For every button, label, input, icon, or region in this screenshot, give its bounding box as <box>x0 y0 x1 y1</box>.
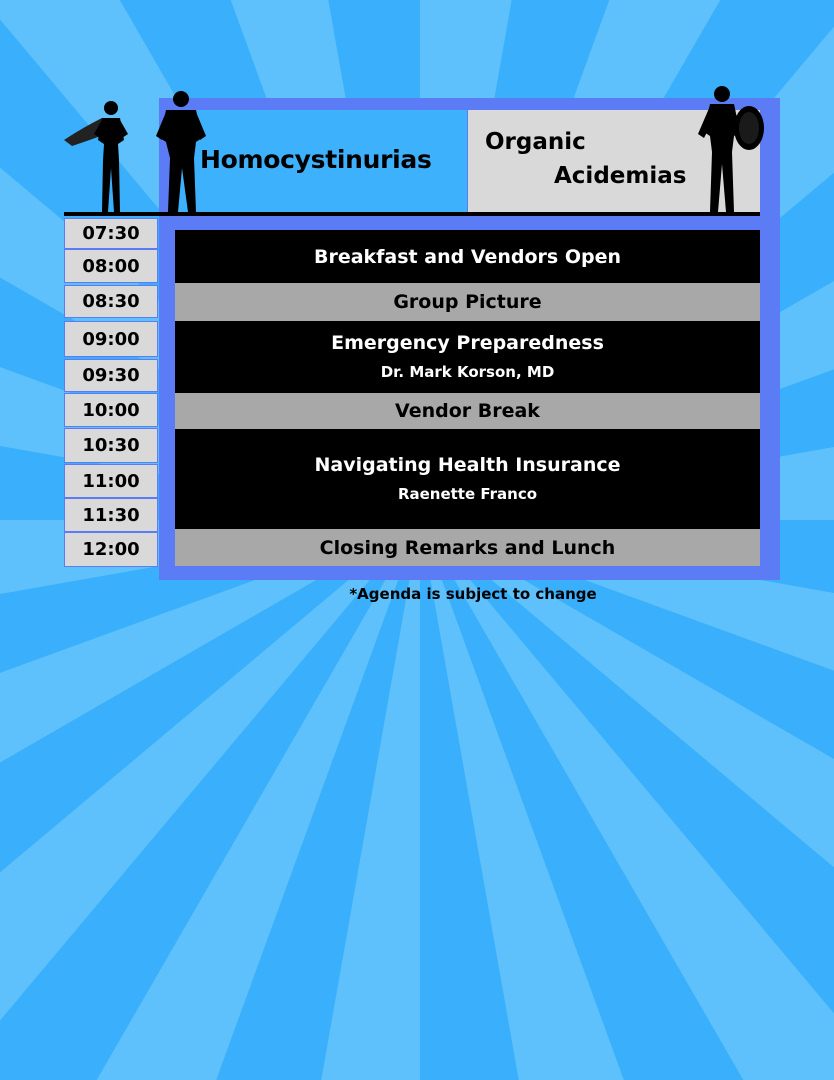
agenda-item-title: Closing Remarks and Lunch <box>319 536 616 559</box>
time-slot: 11:00 <box>64 464 158 498</box>
agenda-item-title: Group Picture <box>393 291 542 313</box>
time-slot: 08:00 <box>64 249 158 283</box>
agenda-item-title: Emergency Preparedness <box>331 332 604 354</box>
time-slot: 08:30 <box>64 285 158 318</box>
agenda-item-emergency-preparedness <box>175 321 760 393</box>
shield-hero-silhouette-icon <box>694 84 768 216</box>
agenda-item-speaker: Raenette Franco <box>397 485 538 503</box>
agenda-item-breakfast <box>175 230 760 283</box>
agenda-item-group-picture <box>175 283 760 321</box>
agenda-item-title: Navigating Health Insurance <box>314 454 621 476</box>
track-title-left: Homocystinurias <box>200 145 432 174</box>
time-slot: 10:30 <box>64 428 158 463</box>
time-slot: 11:30 <box>64 498 158 532</box>
hero-pair-silhouette-icon <box>62 88 222 216</box>
agenda-item-closing-remarks <box>175 529 760 566</box>
time-slot: 10:00 <box>64 393 158 427</box>
track-title-right-line1: Organic <box>485 129 586 155</box>
agenda-footnote: *Agenda is subject to change <box>349 585 597 603</box>
track-title-right-line2: Acidemias <box>554 163 687 189</box>
agenda-item-health-insurance <box>175 429 760 529</box>
agenda-item-speaker: Dr. Mark Korson, MD <box>380 363 555 381</box>
time-slot: 12:00 <box>64 532 158 567</box>
agenda-item-title: Vendor Break <box>395 400 540 422</box>
agenda-item-vendor-break <box>175 393 760 429</box>
time-slot: 09:30 <box>64 359 158 392</box>
time-slot: 09:00 <box>64 321 158 357</box>
time-slot: 07:30 <box>64 218 158 249</box>
agenda-item-title: Breakfast and Vendors Open <box>313 245 622 268</box>
